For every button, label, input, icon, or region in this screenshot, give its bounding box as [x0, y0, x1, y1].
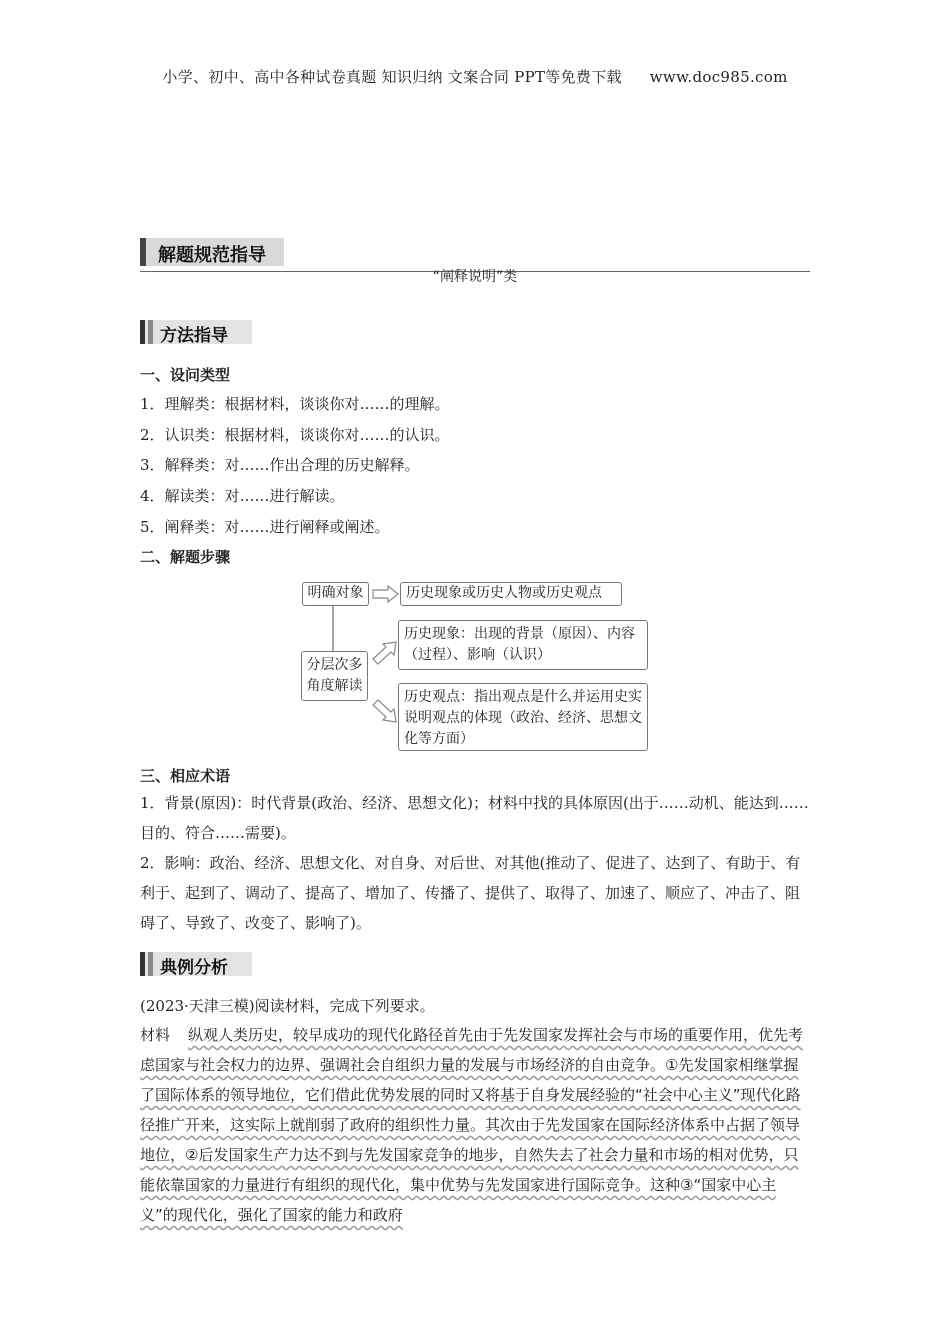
arrow-down-right-icon [373, 700, 396, 722]
list-item: 3．解释类：对……作出合理的历史解释。 [140, 456, 420, 474]
method-heading [140, 320, 252, 344]
page-subtitle: “阐释说明”类 [432, 269, 518, 285]
box-historical-phenomenon: 历史现象：出现的背景（原因）、内容（过程）、影响（认识） [398, 620, 648, 670]
part2-title: 二、解题步骤 [140, 548, 231, 566]
box-multi-angle: 分层次多角度解读 [301, 651, 368, 701]
section-banner [140, 238, 284, 266]
arrow-right-icon [373, 586, 398, 602]
header-left-text: 小学、初中、高中各种试卷真题 知识归纳 文案合同 PPT等免费下载 [162, 68, 622, 86]
material-label: 材料 [140, 1026, 171, 1044]
steps-diagram [280, 575, 680, 755]
box-historical-viewpoint: 历史观点：指出观点是什么并运用史实说明观点的体现（政治、经济、思想文化等方面） [398, 683, 648, 751]
banner-title: 解题规范指导 [158, 245, 266, 266]
list-item: 2．影响：政治、经济、思想文化、对自身、对后世、对其他(推动了、促进了、达到了、有助于、有利于、起到了、调动了、提高了、增加了、传播了、提供了、取得了、加速了、顺应了、冲击了、阻碍了、导致了、改变了、影响了)。 [140, 854, 801, 932]
list-item: 2．认识类：根据材料，谈谈你对……的认识。 [140, 426, 450, 444]
material-paragraph [140, 1020, 812, 1230]
list-item: 1．背景(原因)：时代背景(政治、经济、思想文化)；材料中找的具体原因(出于……动机、能达到……目的、符合……需要)。 [140, 794, 809, 842]
page-header [0, 66, 950, 87]
material-text: 纵观人类历史，较早成功的现代化路径首先由于先发国家发挥社会与市场的重要作用，优先考虑国家与社会权力的边界、强调社会自组织力量的发展与市场经济的自由竞争。①先发国家相继掌握了国际体系的领导地位，它们借此优势发展的同时又将基于自身发展经验的“社会中心主义”现代化路径推广开来，这实际上就削弱了政府的组织性力量。其次由于先发国家在国际经济体系中占据了领导地位，②后发国家生产力达不到与先发国家竞争的地步，自然失去了社会力量和市场的相对优势，只能依靠国家的力量进行有组织的现代化，集中优势与先发国家进行国际竞争。这种③“国家中心主义”的现代化，强化了国家的能力和政府 [140, 1026, 804, 1224]
part3-title: 三、相应术语 [140, 767, 231, 785]
method-heading-label: 方法指导 [160, 326, 228, 346]
part1-title: 一、设问类型 [140, 366, 231, 384]
example-heading-label: 典例分析 [160, 958, 228, 978]
list-item: 5．阐释类：对……进行阐释或阐述。 [140, 518, 390, 536]
box-object-types: 历史现象或历史人物或历史观点 [400, 582, 622, 606]
arrow-up-right-icon [373, 642, 396, 664]
box-identify-object: 明确对象 [302, 582, 369, 606]
list-item: 1．理解类：根据材料，谈谈你对……的理解。 [140, 395, 450, 413]
list-item: 4．解读类：对……进行解读。 [140, 487, 345, 505]
example-source: (2023·天津三模)阅读材料，完成下列要求。 [140, 997, 435, 1015]
example-heading [140, 952, 252, 976]
header-website: www.doc985.com [649, 68, 788, 86]
